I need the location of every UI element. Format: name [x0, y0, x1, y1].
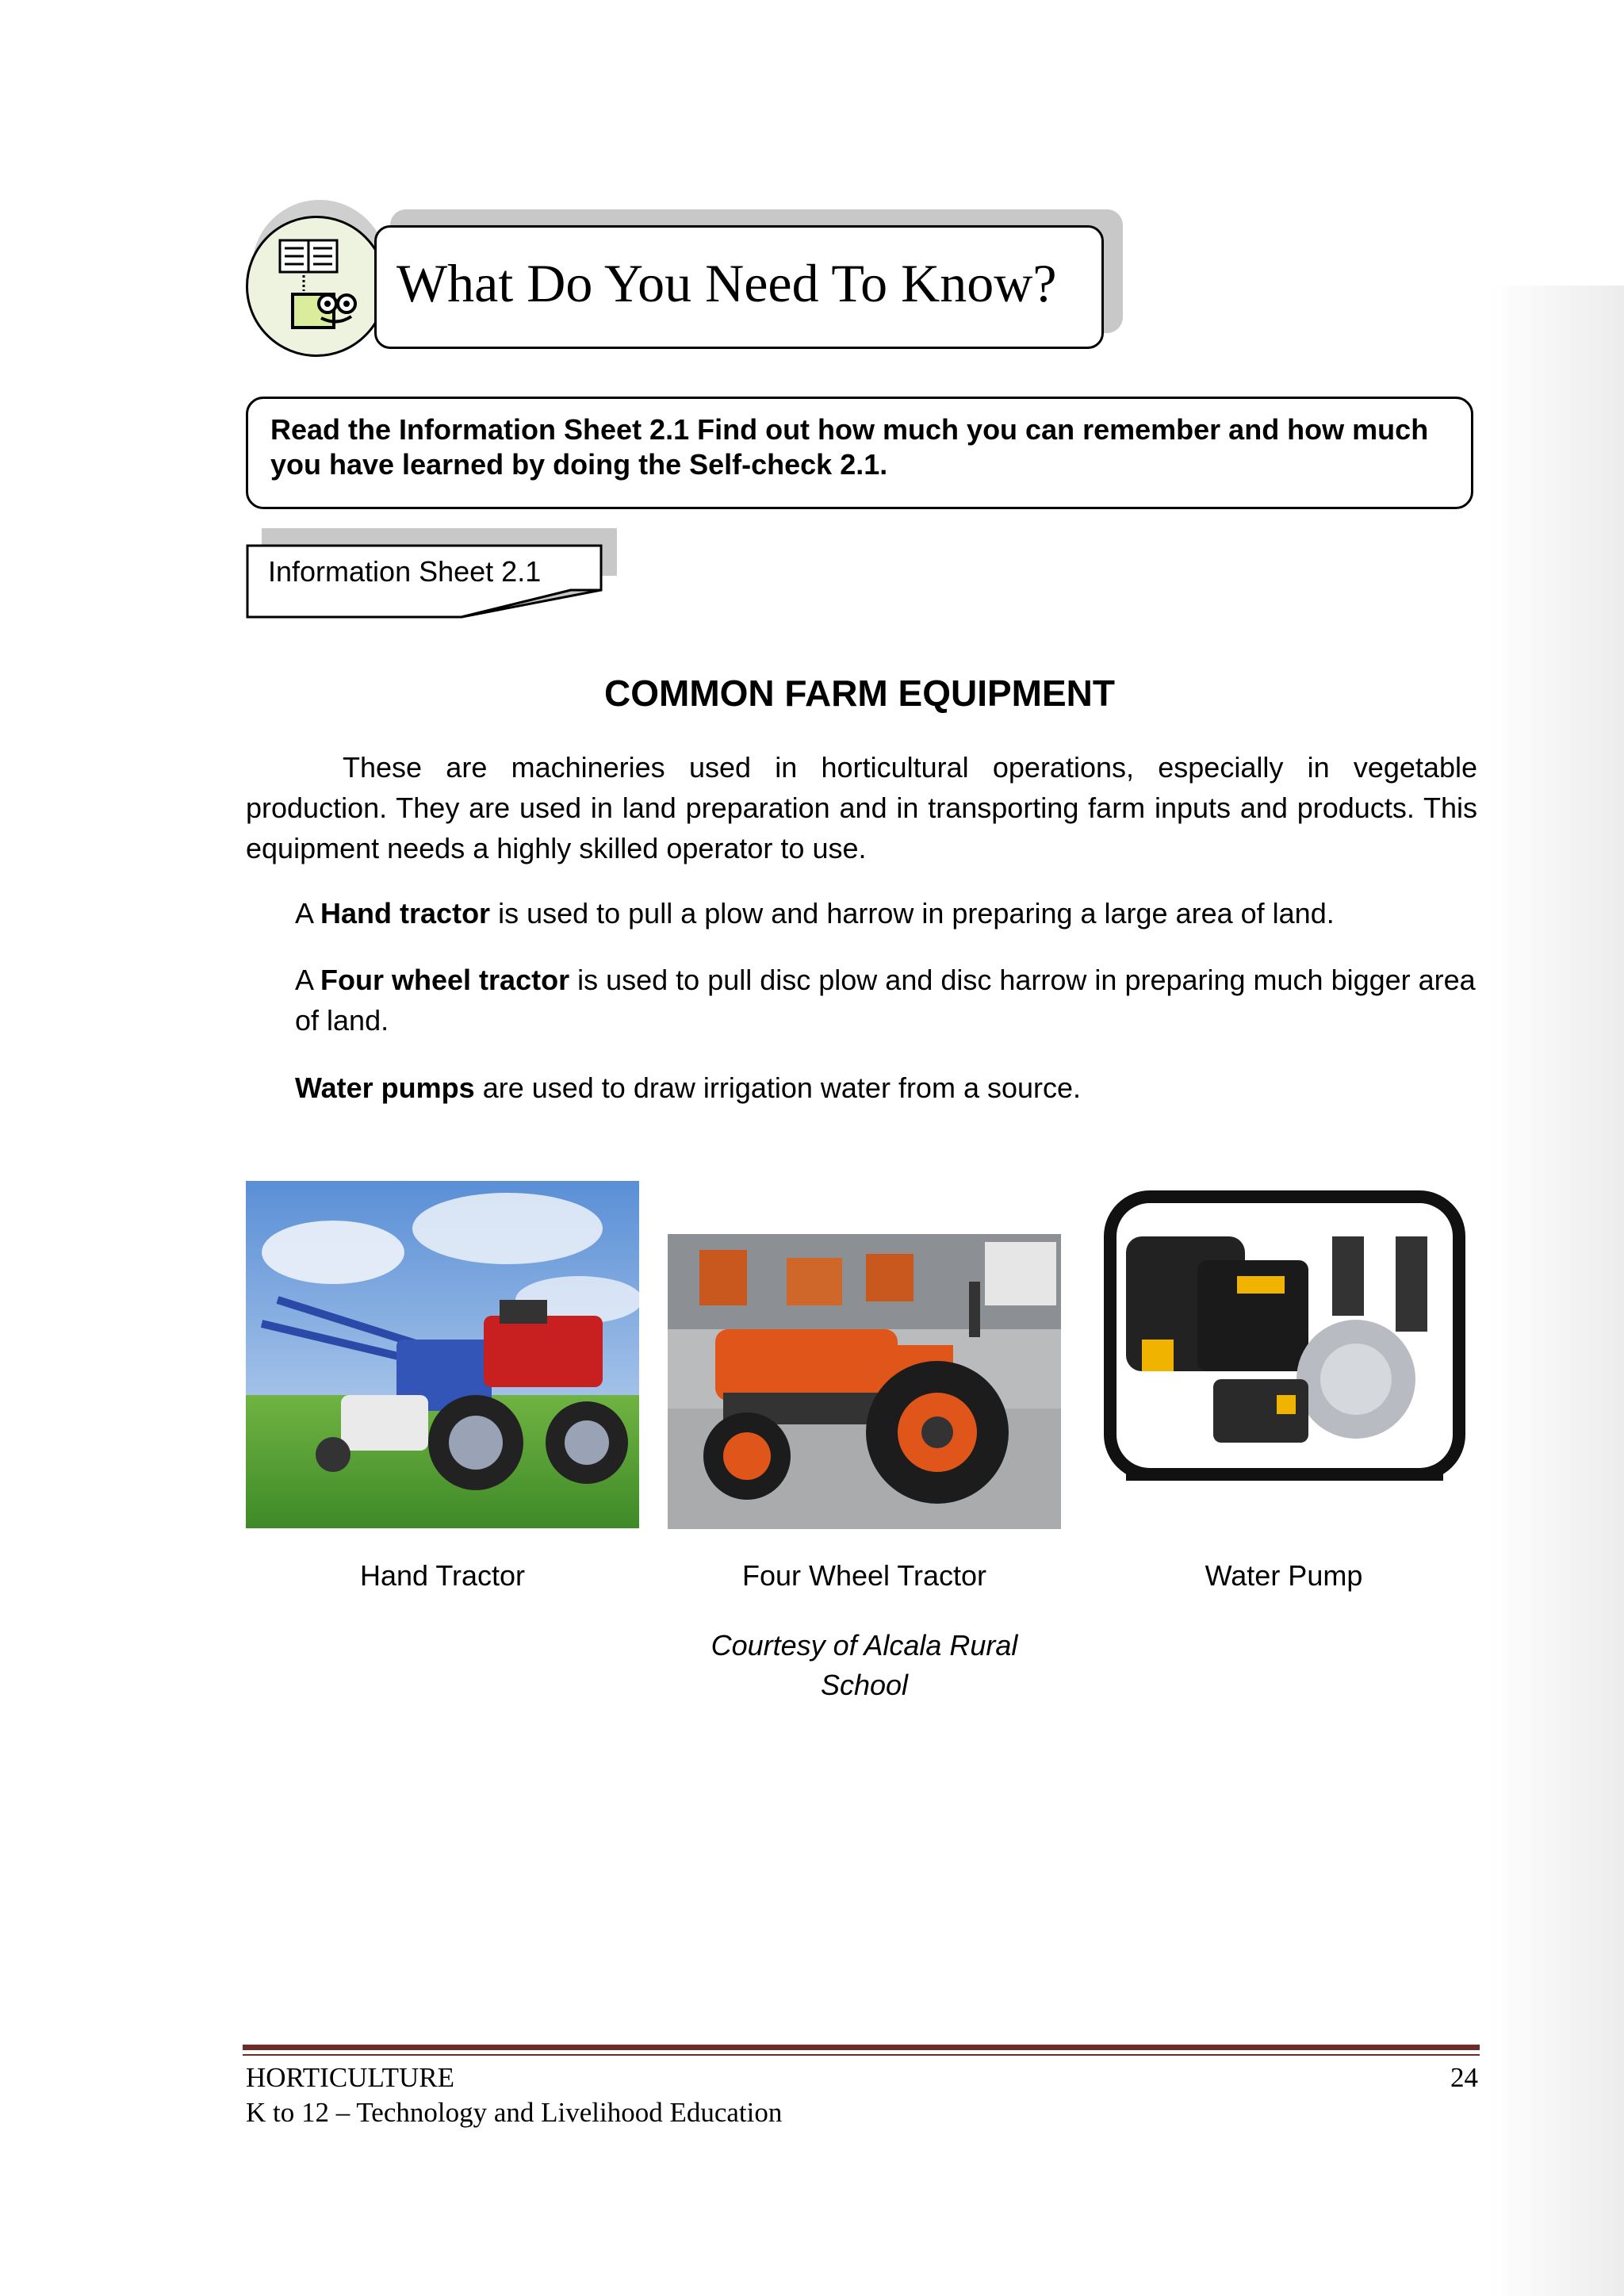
caption-water-pump: Water Pump — [1205, 1559, 1363, 1592]
page-edge-shading — [1489, 286, 1624, 2296]
item-prefix: A — [295, 897, 321, 930]
intro-text: These are machineries used in horticultural operations, especially in vegetable production. They are used in land preparation and in transporting farm inputs and products. This equipment needs a highly skilled operator to use. — [246, 751, 1477, 864]
caption-four-wheel-tractor: Four Wheel Tractor — [741, 1559, 987, 1592]
intro-paragraph — [246, 747, 1477, 868]
footer-subject: HORTICULTURE — [246, 2062, 454, 2093]
photo-credit: Courtesy of Alcala Rural School — [710, 1629, 1018, 1701]
item-four-wheel-tractor — [295, 960, 1477, 1041]
instruction-text: Read the Information Sheet 2.1 Find out how much you can remember and how much you have learned by doing the Self-check 2.1. — [270, 413, 1429, 481]
caption-hand-tractor: Hand Tractor — [359, 1559, 526, 1592]
item-text: are used to draw irrigation water from a source. — [474, 1071, 1082, 1104]
info-sheet-label: Information Sheet 2.1 — [268, 555, 542, 588]
water-pump-photo — [1094, 1181, 1473, 1504]
hand-tractor-photo — [246, 1181, 639, 1528]
footer-rule-thin — [243, 2054, 1480, 2056]
footer-rule — [243, 2045, 1480, 2050]
page-title: What Do You Need To Know? — [396, 253, 1057, 313]
section-heading: COMMON FARM EQUIPMENT — [604, 673, 1115, 714]
item-hand-tractor — [295, 893, 1477, 933]
page-number: 24 — [1450, 2062, 1478, 2093]
book-reader-icon — [246, 216, 387, 357]
item-text: is used to pull disc plow and disc harrow in preparing much bigger area of land. — [295, 964, 1476, 1037]
item-text: is used to pull a plow and harrow in preparing a large area of land. — [490, 897, 1335, 930]
item-term: Hand tractor — [320, 897, 491, 930]
footer-course: K to 12 – Technology and Livelihood Education — [246, 2097, 783, 2128]
item-term: Four wheel tractor — [320, 964, 570, 996]
item-water-pumps — [295, 1068, 1477, 1108]
item-prefix: A — [295, 964, 321, 996]
item-term: Water pumps — [295, 1071, 475, 1104]
four-wheel-tractor-photo — [668, 1234, 1061, 1529]
